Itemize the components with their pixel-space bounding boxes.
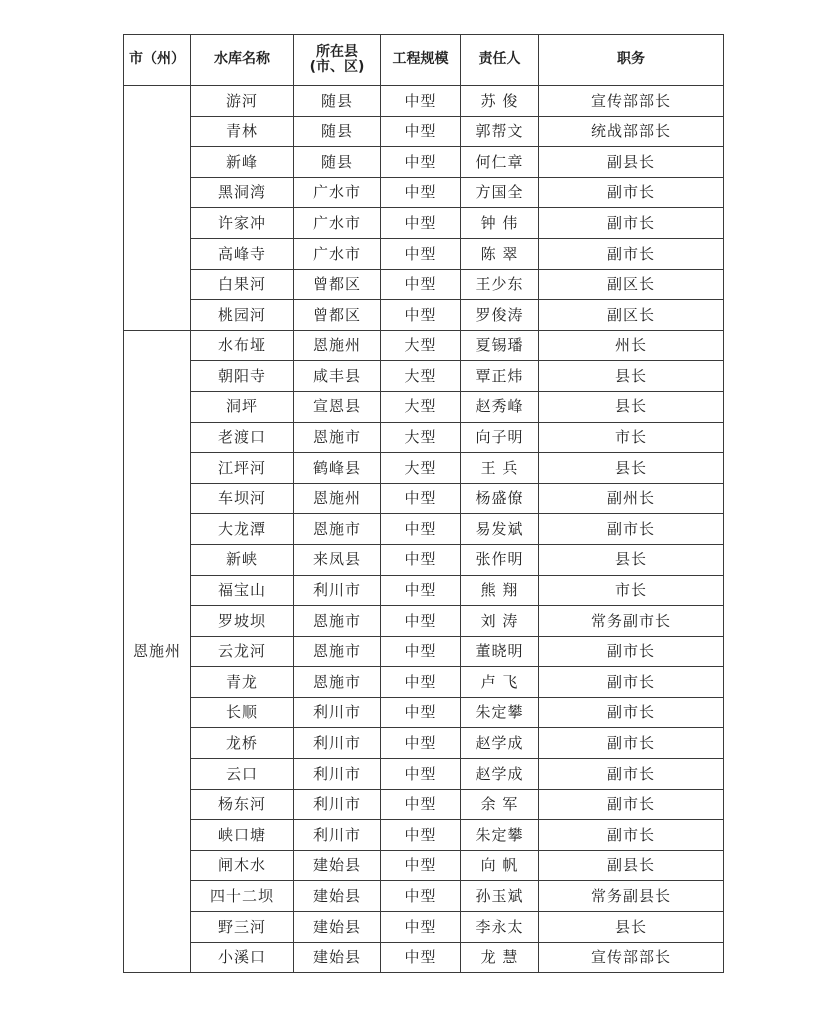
county-cell: 利川市 [294,697,381,728]
scale-cell: 中型 [381,881,461,912]
position-cell: 副市长 [539,238,724,269]
responsible-person-cell: 龙 慧 [461,942,539,973]
reservoir-name-cell: 小溪口 [191,942,294,973]
county-cell: 随县 [294,86,381,117]
reservoir-name-cell: 大龙潭 [191,514,294,545]
reservoir-name-cell: 新峰 [191,147,294,178]
reservoir-name-cell: 四十二坝 [191,881,294,912]
county-cell: 曾都区 [294,269,381,300]
position-cell: 县长 [539,391,724,422]
county-cell: 恩施市 [294,667,381,698]
county-cell: 建始县 [294,881,381,912]
responsible-person-cell: 郭帮文 [461,116,539,147]
responsible-person-cell: 赵学成 [461,728,539,759]
county-cell: 利川市 [294,759,381,790]
scale-cell: 中型 [381,300,461,331]
table-row [124,453,724,484]
position-cell: 统战部部长 [539,116,724,147]
table-row [124,300,724,331]
scale-cell: 中型 [381,147,461,178]
table-row [124,269,724,300]
table-row [124,361,724,392]
reservoir-name-cell: 长顺 [191,697,294,728]
reservoir-name-cell: 江坪河 [191,453,294,484]
reservoir-responsibility-table [123,34,724,973]
scale-cell: 中型 [381,575,461,606]
reservoir-name-cell: 许家冲 [191,208,294,239]
scale-cell: 中型 [381,667,461,698]
table-body [124,86,724,973]
responsible-person-cell: 罗俊涛 [461,300,539,331]
scale-cell: 中型 [381,86,461,117]
header-county-line1: 所在县 [316,43,358,60]
table-row [124,238,724,269]
county-cell: 恩施市 [294,606,381,637]
reservoir-name-cell: 高峰寺 [191,238,294,269]
table-row [124,483,724,514]
table-row [124,575,724,606]
header-responsible-person: 责任人 [461,35,539,86]
responsible-person-cell: 熊 翔 [461,575,539,606]
scale-cell: 中型 [381,238,461,269]
table-row [124,697,724,728]
city-cell [124,86,191,331]
county-cell: 咸丰县 [294,361,381,392]
reservoir-name-cell: 新峡 [191,544,294,575]
scale-cell: 中型 [381,606,461,637]
responsible-person-cell: 王 兵 [461,453,539,484]
county-cell: 广水市 [294,177,381,208]
table-row [124,728,724,759]
scale-cell: 大型 [381,453,461,484]
scale-cell: 中型 [381,942,461,973]
table-row [124,606,724,637]
position-cell: 宣传部部长 [539,86,724,117]
reservoir-name-cell: 老渡口 [191,422,294,453]
county-cell: 建始县 [294,850,381,881]
table-row [124,514,724,545]
table-row [124,881,724,912]
table-row [124,177,724,208]
responsible-person-cell: 易发斌 [461,514,539,545]
scale-cell: 大型 [381,361,461,392]
position-cell: 副市长 [539,697,724,728]
county-cell: 广水市 [294,208,381,239]
responsible-person-cell: 陈 翠 [461,238,539,269]
responsible-person-cell: 钟 伟 [461,208,539,239]
county-cell: 恩施州 [294,330,381,361]
table-row [124,208,724,239]
county-cell: 利川市 [294,728,381,759]
table-row [124,391,724,422]
scale-cell: 中型 [381,912,461,943]
county-cell: 恩施市 [294,636,381,667]
reservoir-name-cell: 车坝河 [191,483,294,514]
scale-cell: 中型 [381,483,461,514]
position-cell: 副市长 [539,177,724,208]
responsible-person-cell: 杨盛僚 [461,483,539,514]
table-row [124,422,724,453]
responsible-person-cell: 赵学成 [461,759,539,790]
header-county [294,35,381,86]
scale-cell: 中型 [381,728,461,759]
county-cell: 恩施市 [294,422,381,453]
position-cell: 州长 [539,330,724,361]
reservoir-name-cell: 野三河 [191,912,294,943]
responsible-person-cell: 张作明 [461,544,539,575]
position-cell: 县长 [539,912,724,943]
header-scale: 工程规模 [381,35,461,86]
reservoir-name-cell: 青龙 [191,667,294,698]
reservoir-name-cell: 峡口塘 [191,820,294,851]
responsible-person-cell: 方国全 [461,177,539,208]
position-cell: 市长 [539,575,724,606]
responsible-person-cell: 向 帆 [461,850,539,881]
reservoir-name-cell: 龙桥 [191,728,294,759]
responsible-person-cell: 向子明 [461,422,539,453]
position-cell: 县长 [539,361,724,392]
county-cell: 建始县 [294,942,381,973]
table-row [124,667,724,698]
position-cell: 常务副市长 [539,606,724,637]
reservoir-name-cell: 朝阳寺 [191,361,294,392]
county-cell: 利川市 [294,820,381,851]
position-cell: 副区长 [539,300,724,331]
responsible-person-cell: 何仁章 [461,147,539,178]
responsible-person-cell: 苏 俊 [461,86,539,117]
reservoir-name-cell: 云龙河 [191,636,294,667]
county-cell: 利川市 [294,789,381,820]
responsible-person-cell: 夏锡璠 [461,330,539,361]
reservoir-name-cell: 福宝山 [191,575,294,606]
county-cell: 恩施市 [294,514,381,545]
reservoir-name-cell: 黑洞湾 [191,177,294,208]
table-row [124,942,724,973]
table-header-row [124,35,724,86]
responsible-person-cell: 覃正炜 [461,361,539,392]
reservoir-name-cell: 闸木水 [191,850,294,881]
position-cell: 副州长 [539,483,724,514]
reservoir-name-cell: 白果河 [191,269,294,300]
reservoir-name-cell: 游河 [191,86,294,117]
scale-cell: 大型 [381,391,461,422]
scale-cell: 中型 [381,820,461,851]
position-cell: 副市长 [539,728,724,759]
county-cell: 恩施州 [294,483,381,514]
table-row [124,86,724,117]
responsible-person-cell: 刘 涛 [461,606,539,637]
scale-cell: 中型 [381,514,461,545]
table-row [124,636,724,667]
position-cell: 副市长 [539,514,724,545]
county-cell: 建始县 [294,912,381,943]
reservoir-name-cell: 水布垭 [191,330,294,361]
reservoir-name-cell: 洞坪 [191,391,294,422]
position-cell: 副市长 [539,636,724,667]
position-cell: 副县长 [539,147,724,178]
county-cell: 广水市 [294,238,381,269]
position-cell: 宣传部部长 [539,942,724,973]
position-cell: 县长 [539,453,724,484]
county-cell: 随县 [294,147,381,178]
table-row [124,850,724,881]
reservoir-name-cell: 桃园河 [191,300,294,331]
scale-cell: 中型 [381,697,461,728]
responsible-person-cell: 朱定攀 [461,697,539,728]
county-cell: 来凤县 [294,544,381,575]
scale-cell: 中型 [381,789,461,820]
city-cell: 恩施州 [124,330,191,972]
scale-cell: 中型 [381,177,461,208]
header-county-line2: (市、区) [309,59,365,75]
responsible-person-cell: 赵秀峰 [461,391,539,422]
position-cell: 市长 [539,422,724,453]
reservoir-name-cell: 杨东河 [191,789,294,820]
responsible-person-cell: 董晓明 [461,636,539,667]
scale-cell: 中型 [381,208,461,239]
reservoir-name-cell: 罗坡坝 [191,606,294,637]
position-cell: 副县长 [539,850,724,881]
responsible-person-cell: 卢 飞 [461,667,539,698]
reservoir-name-cell: 青林 [191,116,294,147]
table-row [124,820,724,851]
table-row [124,147,724,178]
position-cell: 常务副县长 [539,881,724,912]
responsible-person-cell: 孙玉斌 [461,881,539,912]
header-position: 职务 [539,35,724,86]
county-cell: 鹤峰县 [294,453,381,484]
position-cell: 县长 [539,544,724,575]
position-cell: 副市长 [539,667,724,698]
responsible-person-cell: 朱定攀 [461,820,539,851]
scale-cell: 中型 [381,759,461,790]
table-row [124,330,724,361]
header-reservoir-name: 水库名称 [191,35,294,86]
table-row [124,912,724,943]
scale-cell: 大型 [381,330,461,361]
responsible-person-cell: 李永太 [461,912,539,943]
position-cell: 副市长 [539,759,724,790]
scale-cell: 大型 [381,422,461,453]
position-cell: 副市长 [539,208,724,239]
county-cell: 宣恩县 [294,391,381,422]
header-city: 市（州） [124,35,191,86]
table-row [124,789,724,820]
scale-cell: 中型 [381,116,461,147]
county-cell: 随县 [294,116,381,147]
position-cell: 副市长 [539,789,724,820]
scale-cell: 中型 [381,850,461,881]
responsible-person-cell: 王少东 [461,269,539,300]
position-cell: 副区长 [539,269,724,300]
scale-cell: 中型 [381,636,461,667]
county-cell: 曾都区 [294,300,381,331]
reservoir-name-cell: 云口 [191,759,294,790]
table-row [124,759,724,790]
scale-cell: 中型 [381,544,461,575]
position-cell: 副市长 [539,820,724,851]
county-cell: 利川市 [294,575,381,606]
scale-cell: 中型 [381,269,461,300]
table-row [124,116,724,147]
table-row [124,544,724,575]
responsible-person-cell: 余 军 [461,789,539,820]
